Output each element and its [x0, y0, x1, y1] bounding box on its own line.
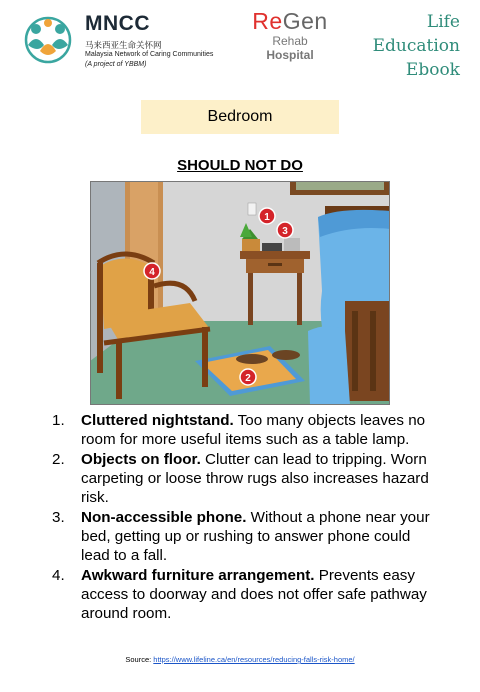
hospital-sub1: Rehab [272, 34, 308, 48]
org-name-chinese: 马来西亚生命关怀网 [85, 40, 162, 50]
org-name: MNCC [85, 12, 150, 35]
hospital-sub2: Hospital [266, 48, 314, 62]
tip-text: Too many objects leaves no room for more useful items such as a table lamp. [81, 412, 426, 448]
hospital-logo [245, 8, 335, 62]
org-name-english: Malaysia Network of Caring Communities [85, 51, 214, 58]
source-label: Source: [125, 655, 154, 664]
tip-number: 3. [52, 509, 65, 526]
tip-title: Objects on floor. [81, 451, 201, 468]
tip-body [81, 450, 440, 507]
source-line [0, 655, 480, 664]
tip-body [81, 411, 440, 449]
ebook-title-line1: Life Education [372, 12, 460, 56]
marker-2-label: 2 [245, 373, 251, 384]
mncc-logo-icon [20, 15, 76, 65]
section-heading: SHOULD NOT DO [177, 157, 303, 174]
tip-number: 1. [52, 412, 65, 429]
list-item [40, 411, 440, 449]
list-item [40, 566, 440, 623]
marker-1-label: 1 [264, 212, 270, 223]
org-project-note: (A project of YBBM) [85, 61, 147, 68]
list-item [40, 508, 440, 565]
bedroom-illustration [90, 181, 390, 405]
hospital-name-part1: Re [252, 8, 283, 34]
tip-title: Awkward furniture arrangement. [81, 567, 315, 584]
marker-4-label: 4 [149, 267, 155, 278]
tip-body [81, 566, 440, 623]
tip-title: Cluttered nightstand. [81, 412, 234, 429]
list-item [40, 450, 440, 507]
tip-text: Prevents easy access to doorway and does not offer safe pathway around room. [81, 567, 427, 622]
marker-2-icon [240, 369, 256, 385]
tip-text: Without a phone near your bed, getting up or rushing to answer phone could lead to a fall. [81, 509, 430, 564]
marker-3-icon [277, 222, 293, 238]
hospital-name-part2: Gen [282, 8, 328, 34]
source-link[interactable]: https://www.lifeline.ca/en/resources/reducing-falls-risk-home/ [153, 655, 355, 664]
tip-title: Non-accessible phone. [81, 509, 247, 526]
tip-number: 2. [52, 451, 65, 468]
tips-list [40, 411, 440, 624]
ebook-title [336, 10, 460, 82]
marker-3-label: 3 [282, 226, 288, 237]
tip-body [81, 508, 440, 565]
hospital-name [245, 8, 335, 34]
marker-4-icon [144, 263, 160, 279]
tip-number: 4. [52, 567, 65, 584]
marker-1-icon [259, 208, 275, 224]
section-title: Bedroom [141, 100, 339, 134]
tip-text: Clutter can lead to tripping. Worn carpeting or loose throw rugs also increases hazard risk. [81, 451, 429, 506]
ebook-title-line2: Ebook [405, 60, 460, 80]
